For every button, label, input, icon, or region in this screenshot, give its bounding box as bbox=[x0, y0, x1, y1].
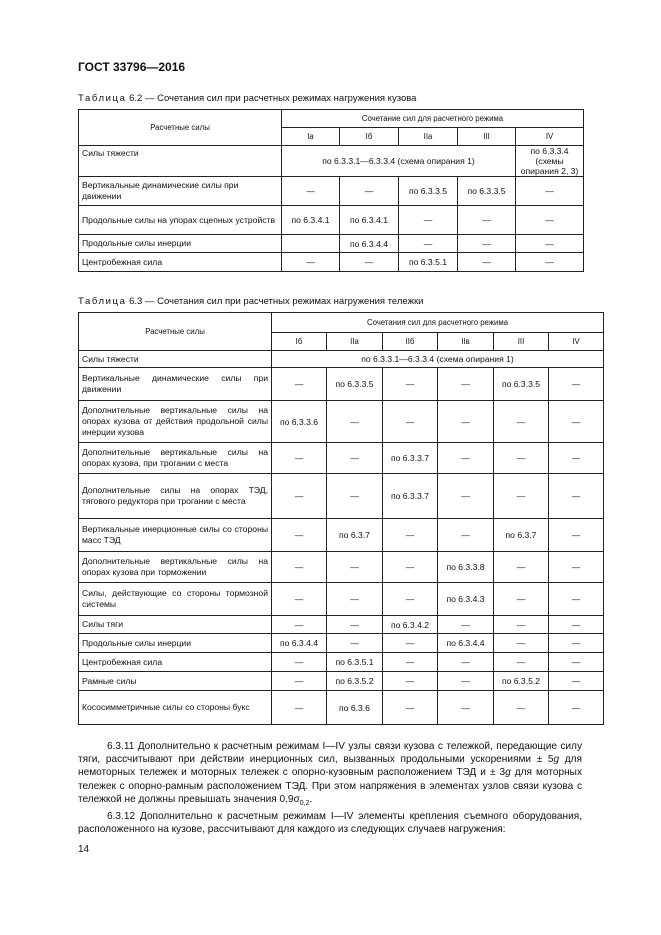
table-cell: — bbox=[383, 401, 438, 443]
table-6-2 bbox=[78, 109, 584, 272]
table-cell: — bbox=[272, 552, 327, 583]
table-row bbox=[79, 351, 604, 368]
table-cell: по 6.3.4.4 bbox=[340, 235, 399, 253]
table-cell: — bbox=[327, 443, 383, 474]
table-cell: по 6.3.4.4 bbox=[272, 634, 327, 653]
column-header-forces: Расчетные силы bbox=[79, 313, 272, 351]
table-cell: — bbox=[494, 443, 549, 474]
row-label: Силы тяжести bbox=[79, 351, 272, 368]
table-cell bbox=[282, 235, 340, 253]
mode-header: IIа bbox=[327, 333, 383, 351]
table-cell: по 6.3.3.7 bbox=[383, 443, 438, 474]
mode-header: IIв bbox=[438, 333, 494, 351]
row-label: Продольные силы инерции bbox=[79, 235, 282, 253]
table-cell: по 6.3.4.2 bbox=[383, 616, 438, 634]
table-cell: — bbox=[494, 653, 549, 672]
row-label: Продольные силы инерции bbox=[79, 634, 272, 653]
mode-header: Iб bbox=[340, 128, 399, 146]
row-label: Рамные силы bbox=[79, 672, 272, 691]
table-cell: по 6.3.4.1 bbox=[282, 206, 340, 235]
paragraph-6-3-12: 6.3.12 Дополнительно к расчетным режимам I—IV элементы крепления съемного оборудования, расположенного на кузове, рассчитывают для каждого из следующих случаев нагружения: bbox=[78, 811, 582, 836]
row-label: Кососимметричные силы со стороны букс bbox=[79, 691, 272, 725]
table-row bbox=[79, 474, 604, 519]
text-run: 6.3.11 Дополнительно к расчетным режимам I—IV узлы связи кузова с тележкой, передающие силу тяги, рассчитывают при действии инерционных сил, вызванных продольными ускорениями ± 5 bbox=[78, 741, 582, 766]
page-number: 14 bbox=[78, 844, 90, 855]
table-cell: — bbox=[549, 552, 604, 583]
table-cell: — bbox=[383, 634, 438, 653]
text-run: для немоторных тележек и моторных тележек с опорно-кузовным расположением ТЭД и ± 3 bbox=[78, 754, 582, 779]
table-cell: — bbox=[549, 691, 604, 725]
table-cell: — bbox=[458, 206, 516, 235]
table-cell: — bbox=[549, 519, 604, 552]
row-label: Силы тяги bbox=[79, 616, 272, 634]
table-cell: — bbox=[272, 672, 327, 691]
row-label: Дополнительные силы на опорах ТЭД, тягового редуктора при трогании с места bbox=[79, 474, 272, 519]
table-cell: — bbox=[383, 519, 438, 552]
table-cell: — bbox=[383, 583, 438, 616]
document-header: ГОСТ 33796—2016 bbox=[78, 60, 186, 74]
text-run: g bbox=[505, 767, 511, 779]
table-cell: по 6.3.3.1—6.3.3.4 (схема опирания 1) bbox=[272, 351, 604, 368]
table-cell: по 6.3.4.4 bbox=[438, 634, 494, 653]
table-cell: — bbox=[327, 474, 383, 519]
table-cell: по 6.3.5.1 bbox=[399, 253, 458, 272]
table-row bbox=[79, 146, 584, 177]
table-cell: — bbox=[327, 616, 383, 634]
paragraph-6-3-11 bbox=[78, 740, 582, 810]
row-label: Силы, действующие со стороны тормозной системы bbox=[79, 583, 272, 616]
table-row bbox=[79, 177, 584, 206]
table-cell: — bbox=[494, 552, 549, 583]
table-cell: по 6.3.6 bbox=[327, 691, 383, 725]
table-cell: — bbox=[272, 519, 327, 552]
body-text bbox=[78, 740, 582, 836]
table-cell: по 6.3.5.2 bbox=[327, 672, 383, 691]
row-label: Вертикальные динамические силы при движении bbox=[79, 177, 282, 206]
table-cell: — bbox=[494, 634, 549, 653]
row-label: Силы тяжести bbox=[79, 146, 282, 177]
table-cell: — bbox=[399, 206, 458, 235]
table-cell: — bbox=[549, 401, 604, 443]
table-title: 6.2 — Сочетания сил при расчетных режимах нагружения кузова bbox=[129, 93, 417, 104]
table-cell: — bbox=[516, 177, 584, 206]
table-cell: по 6.3.3.4 (схемы опирания 2, 3) bbox=[516, 146, 584, 177]
table-cell: — bbox=[272, 443, 327, 474]
table-cell: — bbox=[549, 583, 604, 616]
table-cell: — bbox=[494, 583, 549, 616]
mode-header: IV bbox=[516, 128, 584, 146]
mode-header: Iб bbox=[272, 333, 327, 351]
row-label: Дополнительные вертикальные силы на опорах кузова, при трогании с места bbox=[79, 443, 272, 474]
mode-header: IIа bbox=[399, 128, 458, 146]
table-row bbox=[79, 206, 584, 235]
table-cell: — bbox=[327, 552, 383, 583]
table-cell: — bbox=[438, 691, 494, 725]
mode-header: III bbox=[494, 333, 549, 351]
table-cell: — bbox=[282, 177, 340, 206]
table-row bbox=[79, 672, 604, 691]
column-group-header: Сочетание сил для расчетного режима bbox=[282, 110, 584, 128]
mode-header: IIб bbox=[383, 333, 438, 351]
table-cell: по 6.3.3.8 bbox=[438, 552, 494, 583]
table-cell: — bbox=[340, 253, 399, 272]
table-row bbox=[79, 653, 604, 672]
table-cell: — bbox=[272, 616, 327, 634]
text-run: g bbox=[553, 754, 560, 766]
table-cell: по 6.3.3.1—6.3.3.4 (схема опирания 1) bbox=[282, 146, 516, 177]
table-cell: — bbox=[549, 474, 604, 519]
table-cell: по 6.3.7 bbox=[494, 519, 549, 552]
table-cell: — bbox=[516, 253, 584, 272]
table-cell: — bbox=[549, 672, 604, 691]
row-label: Вертикальные инерционные силы со стороны масс ТЭД bbox=[79, 519, 272, 552]
table-cell: по 6.3.3.5 bbox=[327, 368, 383, 401]
table-cell: — bbox=[327, 401, 383, 443]
table-row bbox=[79, 616, 604, 634]
table-cell: — bbox=[340, 177, 399, 206]
table-cell: — bbox=[272, 583, 327, 616]
table-cell: — bbox=[549, 368, 604, 401]
text-run: для моторных тележек с опорно-рамным расположением ТЭД. При этом напряжения в элементах узлов связи кузова с тележкой не должны превышать значения 0,9σ bbox=[78, 767, 582, 805]
table-cell: — bbox=[516, 235, 584, 253]
table-cell: — bbox=[438, 474, 494, 519]
table-cell: по 6.3.4.3 bbox=[438, 583, 494, 616]
table-cell: по 6.3.3.5 bbox=[494, 368, 549, 401]
table-cell: по 6.3.5.1 bbox=[327, 653, 383, 672]
table-cell: — bbox=[438, 401, 494, 443]
table-cell: — bbox=[383, 653, 438, 672]
table-row bbox=[79, 552, 604, 583]
table-row bbox=[79, 368, 604, 401]
table-cell: — bbox=[272, 653, 327, 672]
table-cell: — bbox=[399, 235, 458, 253]
table-cell: по 6.3.7 bbox=[327, 519, 383, 552]
table-cell: по 6.3.3.5 bbox=[458, 177, 516, 206]
table-row bbox=[79, 691, 604, 725]
table-row bbox=[79, 235, 584, 253]
row-label: Дополнительные вертикальные силы на опорах кузова от действия продольной силы инерции кузова bbox=[79, 401, 272, 443]
table-cell: — bbox=[438, 672, 494, 691]
table-cell: — bbox=[494, 616, 549, 634]
table-6-2-caption bbox=[78, 93, 416, 104]
table-cell: по 6.3.3.6 bbox=[272, 401, 327, 443]
table-cell: — bbox=[516, 206, 584, 235]
subscript: 0,2 bbox=[299, 799, 310, 807]
mode-header: Iа bbox=[282, 128, 340, 146]
table-6-3-caption bbox=[78, 296, 423, 307]
table-row bbox=[79, 519, 604, 552]
table-cell: — bbox=[383, 691, 438, 725]
table-row bbox=[79, 443, 604, 474]
mode-header: IV bbox=[549, 333, 604, 351]
table-cell: по 6.3.3.7 bbox=[383, 474, 438, 519]
table-row bbox=[79, 401, 604, 443]
table-row bbox=[79, 253, 584, 272]
row-label: Центробежная сила bbox=[79, 653, 272, 672]
table-cell: — bbox=[458, 235, 516, 253]
table-cell: — bbox=[272, 474, 327, 519]
table-cell: — bbox=[438, 519, 494, 552]
text-run: . bbox=[309, 793, 313, 805]
table-cell: — bbox=[549, 634, 604, 653]
table-row bbox=[79, 634, 604, 653]
row-label: Вертикальные динамические силы при движении bbox=[79, 368, 272, 401]
table-label: Таблица bbox=[78, 93, 127, 104]
row-label: Центробежная сила bbox=[79, 253, 282, 272]
table-cell: — bbox=[282, 253, 340, 272]
table-cell: — bbox=[383, 672, 438, 691]
table-cell: по 6.3.3.5 bbox=[399, 177, 458, 206]
table-cell: — bbox=[383, 552, 438, 583]
table-cell: — bbox=[494, 691, 549, 725]
table-label: Таблица bbox=[78, 296, 127, 307]
table-cell: — bbox=[327, 634, 383, 653]
table-cell: по 6.3.5.2 bbox=[494, 672, 549, 691]
column-group-header: Сочетания сил для расчетного режима bbox=[272, 313, 604, 333]
row-label: Дополнительные вертикальные силы на опорах кузова при торможении bbox=[79, 552, 272, 583]
table-cell: по 6.3.4.1 bbox=[340, 206, 399, 235]
column-header-forces: Расчетные силы bbox=[79, 110, 282, 146]
table-cell: — bbox=[272, 691, 327, 725]
table-6-3 bbox=[78, 312, 604, 725]
table-cell: — bbox=[327, 583, 383, 616]
table-cell: — bbox=[494, 401, 549, 443]
table-cell: — bbox=[438, 368, 494, 401]
table-row bbox=[79, 583, 604, 616]
table-cell: — bbox=[549, 443, 604, 474]
table-cell: — bbox=[494, 474, 549, 519]
table-title: 6.3 — Сочетания сил при расчетных режимах нагружения тележки bbox=[129, 296, 424, 307]
row-label: Продольные силы на упорах сцепных устройств bbox=[79, 206, 282, 235]
table-cell: — bbox=[458, 253, 516, 272]
table-cell: — bbox=[438, 616, 494, 634]
table-cell: — bbox=[272, 368, 327, 401]
table-cell: — bbox=[549, 616, 604, 634]
table-cell: — bbox=[438, 653, 494, 672]
mode-header: III bbox=[458, 128, 516, 146]
table-cell: — bbox=[549, 653, 604, 672]
table-cell: — bbox=[438, 443, 494, 474]
table-cell: — bbox=[383, 368, 438, 401]
